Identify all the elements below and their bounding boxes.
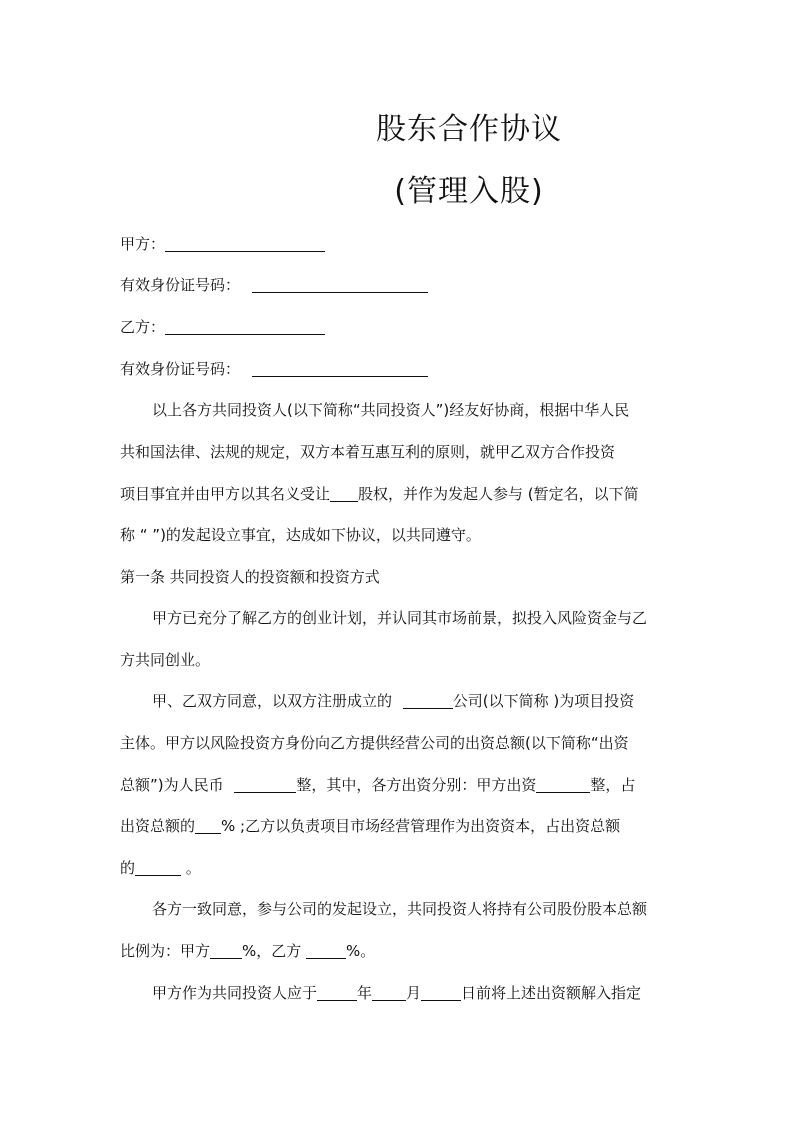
article-1-p1-line-1: 甲方已充分了解乙方的创业计划，并认同其市场前景，拟投入风险资金与乙 — [152, 609, 648, 627]
intro-line-1: 以上各方共同投资人(以下简称“共同投资人”)经友好协商，根据中华人民 — [152, 401, 630, 419]
month-blank — [372, 984, 406, 1001]
document-subtitle: (管理入股) — [394, 174, 544, 209]
intro-line-3-b: 股权，并作为发起人参与 (暂定名，以下简 — [358, 485, 639, 503]
p4-month: 月 — [406, 984, 422, 1002]
p2-l4-a: 出资总额的 — [120, 817, 196, 835]
party-b-share-blank — [135, 859, 181, 876]
party-a-blank — [165, 235, 325, 252]
p3-l2-b: %，乙方 — [242, 942, 307, 960]
day-blank — [421, 984, 461, 1001]
article-1-p2-line-5 — [120, 857, 201, 879]
p3-l2-c: %。 — [346, 942, 376, 960]
p2-l5-a: 的 — [120, 859, 136, 877]
article-1-p1-line-2: 方共同创业。 — [120, 651, 211, 669]
article-1-heading: 第一条 共同投资人的投资额和投资方式 — [120, 568, 380, 586]
p3-l2-a: 比例为：甲方 — [120, 942, 211, 960]
party-b-label: 乙方： — [120, 318, 166, 336]
p4-a: 甲方作为共同投资人应于 — [152, 984, 318, 1002]
intro-line-2: 共和国法律、法规的规定，双方本着互惠互利的原则，就甲乙双方合作投资 — [120, 443, 616, 461]
article-1-p4-line-1 — [152, 982, 641, 1004]
party-b-blank — [165, 318, 325, 335]
p2-l4-b: % ;乙方以负责项目市场经营管理作为出资资本，占出资总额 — [221, 817, 621, 835]
party-b-line — [120, 316, 325, 338]
intro-line-4: 称 “ ”)的发起设立事宜，达成如下协议，以共同遵守。 — [120, 526, 481, 544]
article-1-p3-line-1: 各方一致同意，参与公司的发起设立，共同投资人将持有公司股份股本总额 — [152, 900, 648, 918]
article-1-p2-line-3 — [120, 774, 635, 796]
party-b-ratio-blank — [306, 942, 346, 959]
party-a-label: 甲方： — [120, 235, 166, 253]
total-amount-blank — [234, 776, 296, 793]
party-a-amount-blank — [536, 776, 590, 793]
id-a-label: 有效身份证号码： — [120, 276, 241, 294]
id-b-label: 有效身份证号码： — [120, 360, 241, 378]
party-a-line — [120, 233, 325, 255]
p2-l1-a: 甲、乙双方同意，以双方注册成立的 — [152, 692, 397, 710]
year-blank — [317, 984, 357, 1001]
id-b-line — [120, 358, 428, 380]
article-1-p2-line-1 — [152, 690, 634, 712]
article-1-p3-line-2 — [120, 940, 375, 962]
intro-blank-equity — [330, 485, 358, 502]
intro-line-3-a: 项目事宜并由甲方以其名义受让 — [120, 485, 331, 503]
p2-l3-b: 整，其中，各方出资分别：甲方出资 — [296, 776, 537, 794]
document-title: 股东合作协议 — [376, 112, 562, 147]
article-1-p2-line-2: 主体。甲方以风险投资方身份向乙方提供经营公司的出资总额(以下简称“出资 — [120, 734, 629, 752]
id-a-line — [120, 274, 428, 296]
id-a-blank — [252, 276, 428, 293]
p2-l3-c: 整，占 — [590, 776, 636, 794]
intro-line-3 — [120, 483, 639, 505]
p2-l5-b: 。 — [181, 859, 201, 877]
party-a-ratio-blank — [210, 942, 242, 959]
p4-year: 年 — [357, 984, 373, 1002]
party-a-percent-blank — [195, 817, 221, 834]
p2-l3-a: 总额”)为人民币 — [120, 776, 229, 794]
id-b-blank — [252, 360, 428, 377]
company-name-blank — [403, 692, 453, 709]
p2-l1-b: 公司(以下简称 )为项目投资 — [452, 692, 635, 710]
article-1-p2-line-4 — [120, 815, 620, 837]
p4-d: 日前将上述出资额解入指定 — [461, 984, 642, 1002]
